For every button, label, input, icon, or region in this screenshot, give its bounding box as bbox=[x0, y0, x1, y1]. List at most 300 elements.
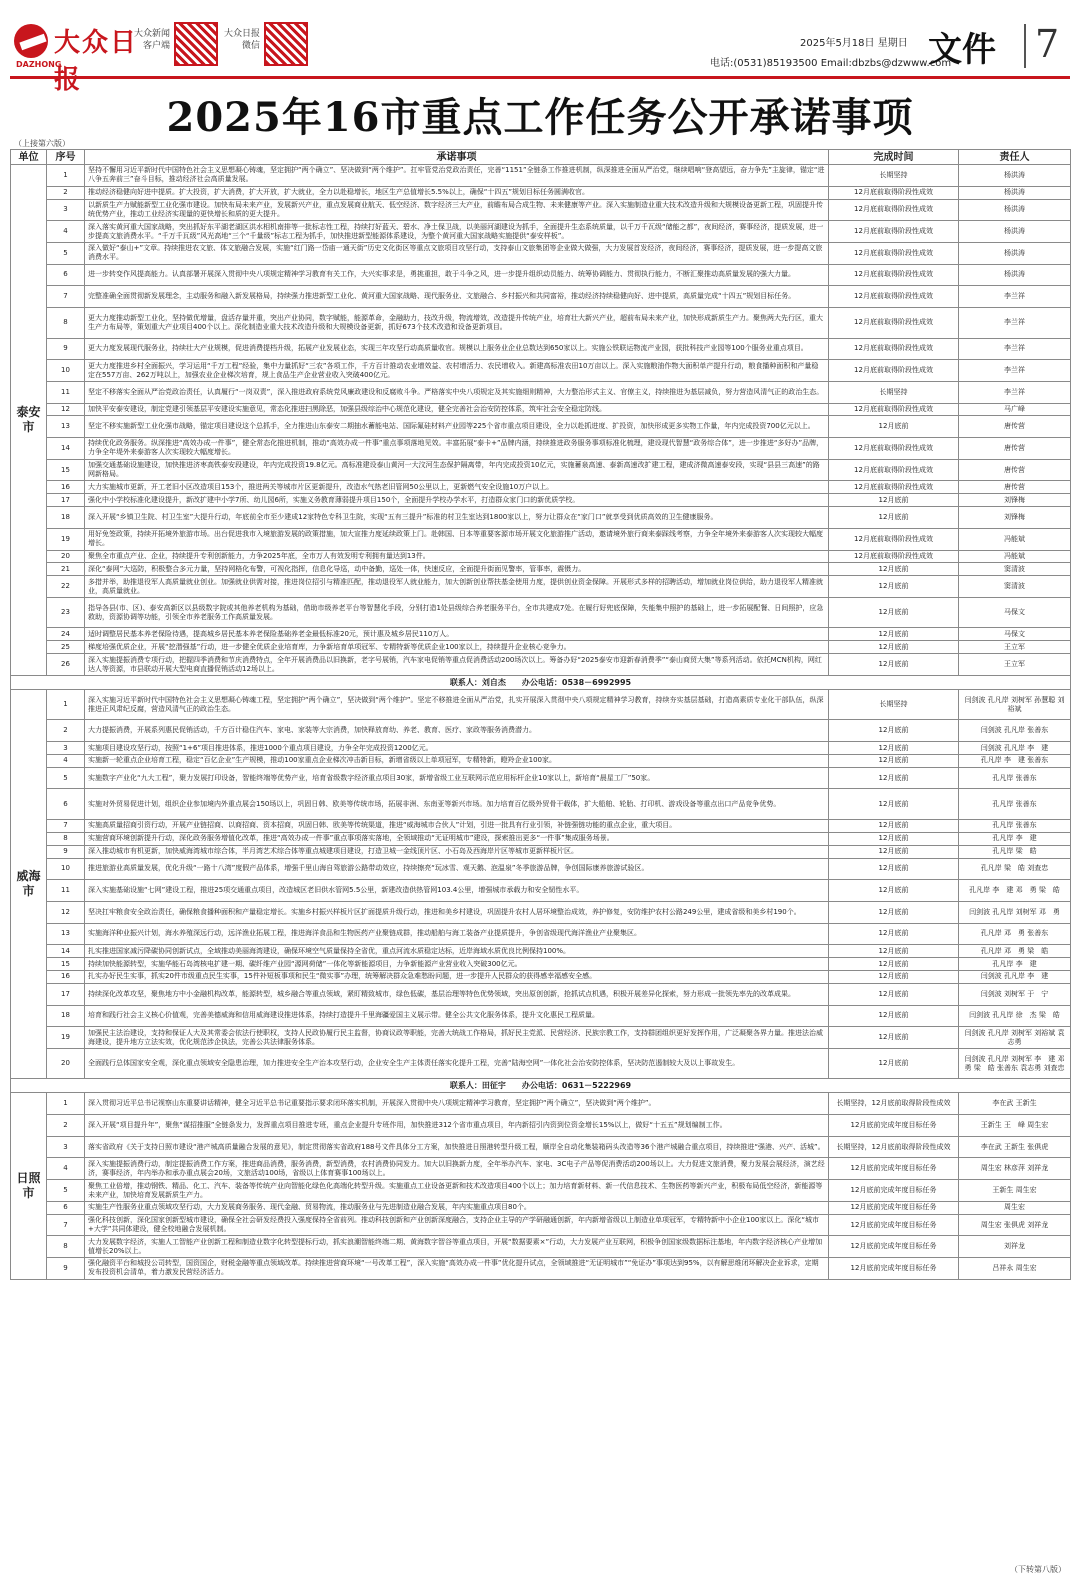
no-cell: 3 bbox=[47, 199, 85, 221]
table-row bbox=[11, 1180, 1071, 1202]
newspaper-logo[interactable] bbox=[14, 20, 144, 95]
contact-line: 电话:(0531)85193500 Email:dbzbs@dzwww.com bbox=[710, 58, 952, 69]
item-cell: 实施海洋种业振兴计划，海水养殖深远行动，远洋渔业拓展工程，推进海洋食品和生物医药产业聚链成群，推动船舶与海工装备产业提质提升，争创省级现代海洋渔业产业聚集区。 bbox=[85, 923, 829, 945]
no-cell: 1 bbox=[47, 689, 85, 720]
item-cell: 实施新一轮重点企业培育工程，稳定“百亿企业”生产规模，推动100家重点企业梯次冲击新目标，新增省级以上单项冠军，专精特新，瞪羚企业100家。 bbox=[85, 754, 829, 767]
no-cell: 17 bbox=[47, 494, 85, 507]
who-cell: 孔凡岸 李 建 bbox=[959, 832, 1071, 845]
when-cell: 12月底前取得阶段性成效 bbox=[829, 307, 959, 338]
dateline bbox=[800, 34, 908, 49]
header-item: 承诺事项 bbox=[85, 150, 829, 165]
when-cell: 12月底前 bbox=[829, 1005, 959, 1027]
when-cell: 12月底前 bbox=[829, 945, 959, 958]
who-cell: 闫剑波 孔凡岸 徐 杰 梁 皓 bbox=[959, 1005, 1071, 1027]
table-row bbox=[11, 923, 1071, 945]
who-cell: 闫剑波 孔凡岸 张善东 bbox=[959, 720, 1071, 742]
who-cell: 王立军 bbox=[959, 641, 1071, 654]
table-row bbox=[11, 1236, 1071, 1258]
who-cell: 李兰祥 bbox=[959, 286, 1071, 308]
contact-row bbox=[11, 1079, 1071, 1093]
no-cell: 2 bbox=[47, 186, 85, 199]
item-cell: 深入实施基础设施“七网”建设工程，推进25项交通重点项目，改造城区老旧供水管网5.5公里，新建改造供热管网103.4公里，增强城市承载力和安全韧性水平。 bbox=[85, 880, 829, 902]
when-cell: 12月底前取得阶段性成效 bbox=[829, 528, 959, 550]
who-cell: 窦清波 bbox=[959, 563, 1071, 576]
who-cell: 唐传营 bbox=[959, 481, 1071, 494]
when-cell: 12月底前取得阶段性成效 bbox=[829, 481, 959, 494]
item-cell: 推动经济稳健向好进中提质。扩大投资，扩大消费，扩大开放，扩大就业，全力以赴稳增长，地区生产总值增长5.5%以上，确保“十四五”规划目标任务圆满收官。 bbox=[85, 186, 829, 199]
when-cell: 长期坚持 bbox=[829, 165, 959, 187]
table-row bbox=[11, 720, 1071, 742]
who-cell: 李兰祥 bbox=[959, 381, 1071, 403]
no-cell: 6 bbox=[47, 1201, 85, 1214]
item-cell: 加快平安泰安建设，制定党建引领基层平安建设实施意见，常态化推进扫黑除恶，加强县级综治中心规范化建设，健全完善社会治安防控体系，筑牢社会安全稳定防线。 bbox=[85, 403, 829, 416]
no-cell: 9 bbox=[47, 1258, 85, 1280]
no-cell: 15 bbox=[47, 459, 85, 481]
who-cell: 周生宏 林彦萍 刘祥龙 bbox=[959, 1158, 1071, 1180]
no-cell: 5 bbox=[47, 242, 85, 264]
qr2-label: 大众日报微信 bbox=[223, 29, 260, 51]
divider bbox=[1024, 24, 1026, 68]
no-cell: 8 bbox=[47, 832, 85, 845]
no-cell: 11 bbox=[47, 880, 85, 902]
table-row bbox=[11, 186, 1071, 199]
table-row bbox=[11, 742, 1071, 755]
no-cell: 12 bbox=[47, 403, 85, 416]
issue-date: 2025年5月18日 bbox=[800, 38, 875, 49]
table-row bbox=[11, 528, 1071, 550]
section-name: 文件 bbox=[928, 30, 996, 70]
item-cell: 强化科技创新，深化国家创新型城市建设，确保全社会研发经费投入强度保持全省前列。推动科技创新和产业创新深度融合，支持企业主导的产学研融通创新，年内新增省级以上制造业单项冠军，专精特新中小企业100家以上。深化“城市+大学”共同体建设，健全校地融合发展机制。 bbox=[85, 1214, 829, 1236]
who-cell: 王新生 周生宏 bbox=[959, 1180, 1071, 1202]
item-cell: 实施生产性服务业重点领域攻坚行动，大力发展商务服务、现代金融、贸易物流，推动服务业与先进制造业融合发展，年内实施重点项目80个。 bbox=[85, 1201, 829, 1214]
item-cell: 加强交通基础设施建设，加快推进济枣高铁泰安段建设，年内完成投资19.8亿元。高标准建设泰山黄河一大汶河生态保护隔离带，年内完成投资10亿元，实施蓄泉高速、泰新高速改扩建工程，建成济微高速泰安段，实现“县县三高速”的路网新格局。 bbox=[85, 459, 829, 481]
item-cell: 持续优化政务服务。纵深推进“高效办成一件事”，健全常态化推进机制，推动“高效办成一件事”重点事项落地见效。丰富拓展“泰卡+”品牌内涵，持续推进政务服务事项标准化梳理，建设现代智慧“政务综合体”，进一步推进“多好办”品牌，力争全年堤外来泰游客人次实现较大幅度增长。 bbox=[85, 438, 829, 460]
table-row bbox=[11, 286, 1071, 308]
no-cell: 19 bbox=[47, 528, 85, 550]
no-cell: 22 bbox=[47, 576, 85, 598]
table-row bbox=[11, 403, 1071, 416]
item-cell: 实施数字产业化“九大工程”，聚力发展打印设备，智能终端等优势产业，培育省级数字经济重点项目30家，新增省级工业互联网示范应用标杆企业10家以上，新培育“晨星工厂”50家。 bbox=[85, 767, 829, 789]
who-cell: 冯能斌 bbox=[959, 528, 1071, 550]
item-cell: 扎实办好民生实事，抓实20件市级重点民生实事，15件补短板事项和民生“微实事”办理，统筹解决群众急难愁盼问题，进一步提升人民群众的获得感幸福感安全感。 bbox=[85, 970, 829, 983]
item-cell: 深入推动城市有机更新，加快威海湾城市综合体，半月湾艺术综合体等重点城建项目建设，打造卫城一金线顶片区、小石岛及西海岸片区等城市更新样板片区。 bbox=[85, 845, 829, 858]
table-row bbox=[11, 1093, 1071, 1115]
no-cell: 21 bbox=[47, 563, 85, 576]
when-cell: 12月底前取得阶段性成效 bbox=[829, 199, 959, 221]
no-cell: 2 bbox=[47, 1115, 85, 1137]
table-row bbox=[11, 576, 1071, 598]
item-cell: 深入实施提振消费行动，制定提振消费工作方案，推进商品消费，服务消费，新型消费，农村消费协同发力。加大以旧换新力度，全年举办汽车、家电、3C电子产品等促消费活动200场以上。大力促进文旅消费，聚力发展会展经济，演艺经济，赛事经济，年内举办和承办重点展会20场，文旅活动100场，省级以上体育赛事100场以上。 bbox=[85, 1158, 829, 1180]
unit-cell: 日照市 bbox=[11, 1093, 47, 1279]
table-row bbox=[11, 1005, 1071, 1027]
when-cell: 12月底前取得阶段性成效 bbox=[829, 459, 959, 481]
who-cell: 闫剑波 孔凡岸 刘树军 孙慧聪 刘裕斌 bbox=[959, 689, 1071, 720]
no-cell: 6 bbox=[47, 789, 85, 820]
item-cell: 实施对外贸易促进计划，组织企业参加境内外重点展会150场以上，巩固日韩、欧美等传统市场，拓展非洲、东南亚等新兴市场。加力培育百亿级外贸骨干载体，扩大船舶、轮胎、打印机、游戏设备等重点出口产品竞争优势。 bbox=[85, 789, 829, 820]
item-cell: 持续深化改革攻坚，聚焦地方中小金融机构改革，能源转型，城乡融合等重点领域，紧盯精致城市，绿色低碳，基层治理等特色优势领域，突出原创创新，抢抓试点机遇，积极开展差异化探索，努力形成一批领先率先的改革成果。 bbox=[85, 983, 829, 1005]
no-cell: 14 bbox=[47, 945, 85, 958]
when-cell: 12月底前取得阶段性成效 bbox=[829, 403, 959, 416]
item-cell: 进一步转变作风提高能力。认真部署开展深入贯彻中央八项规定精神学习教育有关工作，大兴实事求是，勇挑重担，敢于斗争之风，进一步提升组织动员能力、统筹协调能力、贯彻执行能力，不断汇聚推动高质量发展的强大力量。 bbox=[85, 264, 829, 286]
item-cell: 深化“泰网”大巡防，积极整合多元力量，坚持网格化布警，可视化指挥，信息化导巡，动中备勤，巡处一体，快速反应，全面提升街面见警率，管事率，震慑力。 bbox=[85, 563, 829, 576]
item-cell: 深入落实黄河重大国家战略，突出抓好东平湖老湖区洪水相机南排等一批标志性工程，持续打好蓝天、碧水、净土保卫战，以美丽河湖建设为抓手，全面提升生态系统质量，以千万千瓦级“储能之都”，夜间经济，赛事经济，提质发展，进一步提高文旅消费水平。“千万千瓦级”风光高地“三个“千量级”标志工程为抓手，加快推进新型能源体系建设，为整个黄河重大国家战略实施提供“泰安样板”。 bbox=[85, 221, 829, 243]
table-row bbox=[11, 459, 1071, 481]
masthead bbox=[10, 14, 1070, 95]
item-cell: 实施营商环境创新提升行动，深化政务服务增值化改革，推进“高效办成一件事”重点事项落实落地，全领域推动“无证明城市”建设，探索推出更多“一件事”集成服务场景。 bbox=[85, 832, 829, 845]
table-row bbox=[11, 970, 1071, 983]
when-cell: 长期坚持，12月底前取得阶段性成效 bbox=[829, 1093, 959, 1115]
table-row bbox=[11, 1158, 1071, 1180]
item-cell: 更大力度推进乡村全面振兴，学习运用“千万工程”经验，集中力量抓好“三农”各项工作，千方百计推动农业增效益、农村增活力、农民增收入。新建高标准农田10万亩以上。深入实施粮油作物大面积单产提升行动，粮食播种面积和产量稳定在557万亩、262万吨以上，加强农业企业梯次培育，规上食品生产企业营业收入突破400亿元。 bbox=[85, 360, 829, 382]
item-cell: 大力发展数字经济，实施人工智能产业创新工程和制造业数字化转型提标行动，抓实浪潮智能终端二期、黄海数字智谷等重点项目，开展“数据要素×”行动，大力发展产业互联网，积极争创国家级数据标注基地，年内数字经济核心产业增加值增长20%以上。 bbox=[85, 1236, 829, 1258]
who-cell: 周生宏 bbox=[959, 1201, 1071, 1214]
item-cell: 多措并举，助推退役军人高质量就业创业。加强就业供需对接，推进岗位招引与精准匹配，推动退役军人就业能力，加大创新创业帮扶基金使用力度，提供创业资金保障。开展形式多样的招聘活动，增加就业岗位供给，助力退役军人精准就业，高质量就业。 bbox=[85, 576, 829, 598]
table-row bbox=[11, 880, 1071, 902]
who-cell: 孔凡岸 邓 勇 梁 皓 bbox=[959, 945, 1071, 958]
item-cell: 更大力度发展现代服务业，持续壮大产业规模，促进消费提档升级，拓展产业发展业态，实现三年攻坚行动高质量收官。规模以上服务业企业总数达到650家以上。实施公铁联运物流产业园，获批科技产业园等100个服务业重点项目。 bbox=[85, 338, 829, 360]
who-cell: 闫剑波 孔凡岸 李 建 bbox=[959, 742, 1071, 755]
item-cell: 培育和践行社会主义核心价值观，完善美德威海和信用威海建设推进体系，持续打造提升千里海疆爱国主义展示带。健全公共文化服务体系，提升文化惠民工程质量。 bbox=[85, 1005, 829, 1027]
who-cell: 唐传营 bbox=[959, 416, 1071, 438]
who-cell: 刘祥龙 bbox=[959, 1236, 1071, 1258]
who-cell: 马保文 bbox=[959, 628, 1071, 641]
who-cell: 李在武 王新生 bbox=[959, 1093, 1071, 1115]
no-cell: 12 bbox=[47, 901, 85, 923]
table-row bbox=[11, 1027, 1071, 1049]
no-cell: 24 bbox=[47, 628, 85, 641]
no-cell: 9 bbox=[47, 338, 85, 360]
table-row bbox=[11, 1214, 1071, 1236]
table-row bbox=[11, 550, 1071, 563]
page-number: 7 bbox=[1035, 22, 1060, 66]
no-cell: 10 bbox=[47, 858, 85, 880]
who-cell: 孔凡岸 李 建 bbox=[959, 958, 1071, 971]
no-cell: 13 bbox=[47, 923, 85, 945]
when-cell: 12月底前 bbox=[829, 742, 959, 755]
who-cell: 吕祥永 周生宏 bbox=[959, 1258, 1071, 1280]
no-cell: 1 bbox=[47, 165, 85, 187]
who-cell: 窦清波 bbox=[959, 576, 1071, 598]
no-cell: 4 bbox=[47, 221, 85, 243]
when-cell: 12月底前 bbox=[829, 901, 959, 923]
who-cell: 孔凡岸 张善东 bbox=[959, 767, 1071, 789]
item-cell: 持续加快能源转型，实施华能石岛湾核电扩建一期、碳纤维产业园“源网荷储”一体化等新能源项目，力争新能源产业营业收入突破300亿元。 bbox=[85, 958, 829, 971]
item-cell: 聚焦全市重点产业、企业，持续提升专利创新能力，力争2025年底，全市万人有效发明专利拥有量达到13件。 bbox=[85, 550, 829, 563]
table-row bbox=[11, 1048, 1071, 1079]
who-cell: 杨洪涛 bbox=[959, 186, 1071, 199]
when-cell: 12月底前取得阶段性成效 bbox=[829, 242, 959, 264]
paper-name: 大众日报 bbox=[54, 28, 139, 95]
who-cell: 闫剑波 孔凡岸 刘树军 李 建 邓 勇 梁 皓 张善东 袁志勇 刘查忠 bbox=[959, 1048, 1071, 1079]
when-cell: 12月底前 bbox=[829, 983, 959, 1005]
when-cell: 12月底前 bbox=[829, 494, 959, 507]
who-cell: 孔凡岸 邓 勇 张善东 bbox=[959, 923, 1071, 945]
header-when: 完成时间 bbox=[829, 150, 959, 165]
table-row bbox=[11, 641, 1071, 654]
when-cell: 12月底前 bbox=[829, 563, 959, 576]
who-cell: 闫剑波 孔凡岸 李 建 bbox=[959, 970, 1071, 983]
when-cell: 12月底前 bbox=[829, 767, 959, 789]
table-row bbox=[11, 360, 1071, 382]
who-cell: 杨洪涛 bbox=[959, 264, 1071, 286]
when-cell: 12月底前 bbox=[829, 789, 959, 820]
item-cell: 聚焦工业倍增，推动钢铁、精品、化工、汽车、装备等传统产业向智能化绿色化高端化转型升级。实施重点工业设备更新和技术改造项目400个以上；加力培育新材料、新一代信息技术、生物医药等新兴产业，积极布局低空经济，新能源等未来产业，加快培育发展新质生产力。 bbox=[85, 1180, 829, 1202]
when-cell: 12月底前 bbox=[829, 1048, 959, 1079]
table-row bbox=[11, 563, 1071, 576]
table-body bbox=[11, 165, 1071, 1280]
table-row bbox=[11, 381, 1071, 403]
no-cell: 11 bbox=[47, 381, 85, 403]
table-row bbox=[11, 820, 1071, 833]
no-cell: 20 bbox=[47, 1048, 85, 1079]
who-cell: 王立军 bbox=[959, 654, 1071, 676]
item-cell: 用好免签政策，持续开拓境外旅游市场。出台促进我市入境旅游发展的政策措施，加大宣推力度延续政策上门。赴韩国、日本等重要客源市场开展文化旅游推广活动，邀请境外旅行商来泰踩线考察，力争全年境外来泰游客人次实现较大幅度增长。 bbox=[85, 528, 829, 550]
table-row bbox=[11, 958, 1071, 971]
table-row bbox=[11, 165, 1071, 187]
when-cell: 12月底前取得阶段性成效 bbox=[829, 438, 959, 460]
who-cell: 闫剑波 孔凡岸 刘树军 邓 勇 bbox=[959, 901, 1071, 923]
table-row bbox=[11, 338, 1071, 360]
table-row bbox=[11, 307, 1071, 338]
who-cell: 周生宏 张俱虎 刘祥龙 bbox=[959, 1214, 1071, 1236]
no-cell: 8 bbox=[47, 1236, 85, 1258]
table-row bbox=[11, 1258, 1071, 1280]
logo-mark-icon bbox=[14, 24, 48, 58]
qr-code-icon[interactable] bbox=[264, 22, 308, 66]
item-cell: 扎实推进国家减污降碳协同创新试点，全域推动美丽海湾建设，确保环境空气质量保持全省优，重点河流水质稳定达标，近岸海域水质优良比例保持100%。 bbox=[85, 945, 829, 958]
table-row bbox=[11, 858, 1071, 880]
when-cell: 12月底前 bbox=[829, 416, 959, 438]
no-cell: 9 bbox=[47, 845, 85, 858]
who-cell: 孔凡岸 李 建 张善东 bbox=[959, 754, 1071, 767]
item-cell: 加强民主法治建设，支持和保证人大及其常委会依法行使职权，支持人民政协履行民主监督，协商议政等职能，完善大统战工作格局，抓好民主党派、民营经济、民族宗教工作，支持群团组织更好发挥作用，广泛凝聚各界力量。推进法治威海建设，提升地方立法实效，优化规范涉企执法，完善公共法律服务体系。 bbox=[85, 1027, 829, 1049]
item-cell: 完整准确全面贯彻新发展理念，主动服务和融入新发展格局，持续强力推进新型工业化、黄河重大国家战略、现代服务业、文旅融合、乡村振兴和共同富裕，推动经济持续稳健向好、进中提质，高质量完成“十四五”规划目标任务。 bbox=[85, 286, 829, 308]
who-cell: 唐传营 bbox=[959, 438, 1071, 460]
no-cell: 20 bbox=[47, 550, 85, 563]
when-cell: 12月底前 bbox=[829, 832, 959, 845]
who-cell: 闫剑波 孔凡岸 刘树军 刘裕斌 袁志勇 bbox=[959, 1027, 1071, 1049]
item-cell: 深入开展“乡镇卫生院、村卫生室”大提升行动，年底前全市至少建成12家特色专科卫生院，实现“五有三提升”标准的村卫生室达到1800家以上，努力让群众在“家门口”就享受到优质高效的卫生健康服务。 bbox=[85, 507, 829, 529]
table-row bbox=[11, 628, 1071, 641]
who-cell: 马广峰 bbox=[959, 403, 1071, 416]
contact-row bbox=[11, 675, 1071, 689]
table-row bbox=[11, 689, 1071, 720]
who-cell: 杨洪涛 bbox=[959, 242, 1071, 264]
when-cell: 12月底前 bbox=[829, 958, 959, 971]
item-cell: 推进旅游业高质量发展，优化升级“一路十八湾”度假产品体系，增强千里山海自驾旅游公路带动效应，持续擦亮“玩冰雪、观天鹅、泡温泉”冬季旅游品牌，争创国际康养旅游试验区。 bbox=[85, 858, 829, 880]
table-row bbox=[11, 945, 1071, 958]
when-cell: 12月底前完成年度目标任务 bbox=[829, 1214, 959, 1236]
item-cell: 强化融资平台和城投公司转型，国资国企，财税金融等重点领域改革。持续推进营商环境“一号改革工程”，深入实施“高效办成一件事”优化提升试点，全领域推进“无证明城市”“免证办”事项达到95%，以有解思维闭环解决企业诉求，定期发布投资机会清单，着力激发民营经济活力。 bbox=[85, 1258, 829, 1280]
who-cell: 刘锋梅 bbox=[959, 494, 1071, 507]
table-row bbox=[11, 494, 1071, 507]
no-cell: 5 bbox=[47, 767, 85, 789]
table-row bbox=[11, 242, 1071, 264]
when-cell: 12月底前 bbox=[829, 654, 959, 676]
no-cell: 18 bbox=[47, 507, 85, 529]
when-cell: 长期坚持，12月底前取得阶段性成效 bbox=[829, 1136, 959, 1158]
when-cell: 12月底前 bbox=[829, 858, 959, 880]
when-cell: 12月底前 bbox=[829, 845, 959, 858]
table-row bbox=[11, 832, 1071, 845]
no-cell: 16 bbox=[47, 970, 85, 983]
item-cell: 深入实施习近平新时代中国特色社会主义思想凝心铸魂工程，坚定拥护“两个确立”，坚决做到“两个维护”。坚定不移推进全面从严治党，扎实开展深入贯彻中央八项规定精神学习教育，持续夯实基层基础，打造高素质专业化干部队伍，纵深推进正风肃纪反腐，营造风清气正的政治生态。 bbox=[85, 689, 829, 720]
no-cell: 7 bbox=[47, 1214, 85, 1236]
no-cell: 25 bbox=[47, 641, 85, 654]
no-cell: 23 bbox=[47, 597, 85, 628]
when-cell: 12月底前 bbox=[829, 970, 959, 983]
when-cell: 12月底前完成年度目标任务 bbox=[829, 1115, 959, 1137]
who-cell: 李兰祥 bbox=[959, 307, 1071, 338]
who-cell: 闫剑波 刘树军 于 宁 bbox=[959, 983, 1071, 1005]
who-cell: 孔凡岸 张善东 bbox=[959, 789, 1071, 820]
when-cell: 长期坚持 bbox=[829, 381, 959, 403]
no-cell: 17 bbox=[47, 983, 85, 1005]
who-cell: 孔凡岸 梁 皓 bbox=[959, 845, 1071, 858]
item-cell: 深入开展“项目提升年”，聚焦“谋招推服”全链条发力，发挥重点项目推进专班，重点企业提升专班作用，加快推进312个省市重点项目，年内新招引内资到位资金增长15%以上，做好“十五五”规划编制工作。 bbox=[85, 1115, 829, 1137]
item-cell: 指导各县(市、区)、泰安高新区以县级数字院或其他养老机构为基础，借助市级养老平台等智慧化手段，分别打造1处县级综合养老服务平台，全市共建成7处。在履行好兜底保障，失能集中照护的基础上，进一步拓展配餐、日间照护，应急救助，资源协调等功能，引领全市养老服务工作高质量发展。 bbox=[85, 597, 829, 628]
item-cell: 坚定不移落实全面从严治党政治责任，认真履行“一岗双责”，深入推进政府系统党风廉政建设和反腐败斗争。严格落实中央八项规定及其实施细则精神，大力整治形式主义、官僚主义，持续推进为基层减负，努力营造风清气正的政治生态。 bbox=[85, 381, 829, 403]
who-cell: 李兰祥 bbox=[959, 338, 1071, 360]
paper-name-en: DAZHONG bbox=[16, 60, 62, 69]
item-cell: 深入贯彻习近平总书记视察山东重要讲话精神，健全习近平总书记重要指示要求闭环落实机制，开展深入贯彻中央八项规定精神学习教育，坚定拥护“两个确立”，坚决做到“两个维护”。 bbox=[85, 1093, 829, 1115]
who-cell: 唐传营 bbox=[959, 459, 1071, 481]
unit-cell: 威海市 bbox=[11, 689, 47, 1079]
qr-code-icon[interactable] bbox=[174, 22, 218, 66]
no-cell: 4 bbox=[47, 1158, 85, 1180]
table-row bbox=[11, 789, 1071, 820]
no-cell: 13 bbox=[47, 416, 85, 438]
item-cell: 深入实施提振消费专项行动，把握四季消费和节庆消费特点，全年开展消费品以旧换新，老字号展销，汽车家电促销等重点促消费活动200场次以上。筹备办好“2025泰安市迎新春消费季”“泰山商贸大集”等系列活动。依托MCN机构，网红达人等资源，市县联动开展大型电商直播促销活动12场以上。 bbox=[85, 654, 829, 676]
item-cell: 坚定不移实施新型工业化强市战略，锚定项目建设这个总抓手，全力推进山东泰安二期抽水蓄能电站、国际氟硅材料产业园等225个省市重点项目建设，全力以赴抓进度、扩投资，加快形成更多实物工作量，年内完成投资700亿元以上。 bbox=[85, 416, 829, 438]
item-cell: 坚持不懈用习近平新时代中国特色社会主义思想凝心铸魂，坚定拥护“两个确立”、坚决做到“两个维护”。扛牢管党治党政治责任，完善“1151”全链条工作推进机制，纵深推进全面从严治党，继续唱响“登高望远，奋力争先”主旋律，锚定“进八争五奔前三”奋斗目标，推动经济社会高质量发展。 bbox=[85, 165, 829, 187]
no-cell: 7 bbox=[47, 820, 85, 833]
when-cell: 12月底前取得阶段性成效 bbox=[829, 338, 959, 360]
item-cell: 实施项目建设攻坚行动，按照“1+6”项目推进体系，推进1000个重点项目建设，力争全年完成投资1200亿元。 bbox=[85, 742, 829, 755]
table-row bbox=[11, 901, 1071, 923]
when-cell: 12月底前完成年度目标任务 bbox=[829, 1236, 959, 1258]
header-no: 序号 bbox=[47, 150, 85, 165]
table-row bbox=[11, 767, 1071, 789]
who-cell: 李在武 王新生 张俱虎 bbox=[959, 1136, 1071, 1158]
table-row bbox=[11, 1201, 1071, 1214]
when-cell: 12月底前 bbox=[829, 880, 959, 902]
no-cell: 10 bbox=[47, 360, 85, 382]
when-cell: 12月底前 bbox=[829, 641, 959, 654]
no-cell: 8 bbox=[47, 307, 85, 338]
when-cell: 12月底前取得阶段性成效 bbox=[829, 360, 959, 382]
who-cell: 李兰祥 bbox=[959, 360, 1071, 382]
no-cell: 4 bbox=[47, 754, 85, 767]
table-row bbox=[11, 264, 1071, 286]
when-cell: 12月底前 bbox=[829, 923, 959, 945]
table-row bbox=[11, 416, 1071, 438]
table-row bbox=[11, 754, 1071, 767]
when-cell: 长期坚持 bbox=[829, 689, 959, 720]
continued-to-note: （下转第八版） bbox=[1010, 1565, 1066, 1574]
header-unit: 单位 bbox=[11, 150, 47, 165]
no-cell: 26 bbox=[47, 654, 85, 676]
header-who: 责任人 bbox=[959, 150, 1071, 165]
who-cell: 冯能斌 bbox=[959, 550, 1071, 563]
when-cell: 12月底前取得阶段性成效 bbox=[829, 550, 959, 563]
item-cell: 更大力度推动新型工业化，坚持做优增量，盘活存量并重，突出产业协同，数字赋能，能源革命，金融助力，技改升级，物流增效，改造提升传统产业，培育壮大新兴产业，超前布局未来产业，加快形成新质生产力。聚焦两大先行区，重大生产力布局等，策划重大产业项目400个以上。深化制造业重大技术改造升级和大规模设备更新，抓好673个技术改造和设备更新项目。 bbox=[85, 307, 829, 338]
issue-weekday: 星期日 bbox=[877, 38, 908, 49]
table-row bbox=[11, 983, 1071, 1005]
item-cell: 强化中小学校标准化建设提升，新改扩建中小学7所、幼儿园6所，实施义务教育薄弱提升项目150个，全面提升学校办学水平，打造群众家门口的新优质学校。 bbox=[85, 494, 829, 507]
item-cell: 适时调整居民基本养老保险待遇，提高城乡居民基本养老保险基础养老金最低标准20元，预计惠及城乡居民110万人。 bbox=[85, 628, 829, 641]
table-row bbox=[11, 1136, 1071, 1158]
unit-cell: 泰安市 bbox=[11, 165, 47, 676]
item-cell: 落实省政府《关于支持日照市建设“港产城高质量融合发展的意见》，制定贯彻落实省政府188号文件具体分工方案，加快推进日照港转型升级工程，顺岸全自动化集装箱码头改造等36个港产城融合重点项目，持续推进“强港、兴产、活城”。 bbox=[85, 1136, 829, 1158]
who-cell: 孔凡岸 梁 皓 刘查忠 bbox=[959, 858, 1071, 880]
continued-from-note: （上接第六版） bbox=[14, 139, 70, 148]
who-cell: 王新生 王 峰 周生宏 bbox=[959, 1115, 1071, 1137]
table-row bbox=[11, 481, 1071, 494]
no-cell: 16 bbox=[47, 481, 85, 494]
when-cell: 12月底前 bbox=[829, 1027, 959, 1049]
when-cell: 12月底前 bbox=[829, 754, 959, 767]
when-cell: 12月底前完成年度目标任务 bbox=[829, 1158, 959, 1180]
commitments-table bbox=[10, 149, 1071, 1280]
when-cell: 12月底前完成年度目标任务 bbox=[829, 1258, 959, 1280]
when-cell: 12月底前 bbox=[829, 628, 959, 641]
section-contact: 联系人：田征宇 办公电话：0631－5222969 bbox=[11, 1079, 1071, 1093]
who-cell: 孔凡岸 张善东 bbox=[959, 820, 1071, 833]
when-cell: 12月底前 bbox=[829, 597, 959, 628]
item-cell: 梯度培强优质企业，开展“挖潜强基”行动，进一步健全优质企业培育库，力争新培育单项冠军、专精特新等优质企业100家以上，持续提升企业核心竞争力。 bbox=[85, 641, 829, 654]
when-cell: 12月底前取得阶段性成效 bbox=[829, 286, 959, 308]
when-cell: 12月底前完成年度目标任务 bbox=[829, 1180, 959, 1202]
no-cell: 14 bbox=[47, 438, 85, 460]
table-row bbox=[11, 438, 1071, 460]
table-row bbox=[11, 507, 1071, 529]
table-row bbox=[11, 654, 1071, 676]
who-cell: 杨洪涛 bbox=[959, 165, 1071, 187]
item-cell: 深入做好“泰山+”文章。持续推进农文旅、体文旅融合发展，实施“红门路一岱庙一通天街”历史文化街区等重点文旅项目攻坚行动，支持泰山文旅集团等企业做大做强，大力发展首发经济，夜间经济，赛事经济，提质发展，进一步提高文旅消费水平。 bbox=[85, 242, 829, 264]
item-cell: 坚决扛牢粮食安全政治责任，确保粮食播种面积和产量稳定增长。实施乡村振兴样板片区扩面提质升级行动，推进和美乡村建设，巩固提升农村人居环境整治成效，养护修复，安防维护农村公路249公里，建成省级和美乡村190个。 bbox=[85, 901, 829, 923]
item-cell: 以新质生产力赋能新型工业化强市建设。加快布局未来产业，发展新兴产业，重点发展商业航天、低空经济、数字经济三大产业，前瞻布局合成生物、未来健康等产业。深入实施制造业重大技术改造升级和大规模设备更新工程，巩固提升传统优势产业，推动工业经济实现量的更快增长和质的更大提升。 bbox=[85, 199, 829, 221]
no-cell: 3 bbox=[47, 742, 85, 755]
when-cell: 12月底前取得阶段性成效 bbox=[829, 221, 959, 243]
who-cell: 马保文 bbox=[959, 597, 1071, 628]
table-header-row bbox=[11, 150, 1071, 165]
item-cell: 大力提振消费，开展系列惠民促销活动，千方百计稳住汽车、家电、家装等大宗消费，加快释放育幼、养老、教育、医疗、家政等服务消费潜力。 bbox=[85, 720, 829, 742]
no-cell: 18 bbox=[47, 1005, 85, 1027]
no-cell: 2 bbox=[47, 720, 85, 742]
item-cell: 全面践行总体国家安全观，深化重点领域安全隐患治理，加力推进安全生产治本攻坚行动，企业安全生产主体责任落实化提升工程，完善“陆海空网”一体化社会治安防控体系，坚决防范遏制较大及以上事故发生。 bbox=[85, 1048, 829, 1079]
who-cell: 杨洪涛 bbox=[959, 221, 1071, 243]
when-cell: 12月底前取得阶段性成效 bbox=[829, 264, 959, 286]
no-cell: 7 bbox=[47, 286, 85, 308]
who-cell: 孔凡岸 李 建 邓 勇 梁 皓 bbox=[959, 880, 1071, 902]
when-cell: 12月底前 bbox=[829, 576, 959, 598]
who-cell: 杨洪涛 bbox=[959, 199, 1071, 221]
no-cell: 19 bbox=[47, 1027, 85, 1049]
table-row bbox=[11, 1115, 1071, 1137]
when-cell: 12月底前取得阶段性成效 bbox=[829, 186, 959, 199]
no-cell: 5 bbox=[47, 1180, 85, 1202]
item-cell: 实施高质量招商引资行动，开展产业链招商、以商招商、资本招商，巩固日韩、欧美等传统渠道，推进“威海城市合伙人”计划，引进一批具有行业引领，补链强链功能的重点企业，重大项目。 bbox=[85, 820, 829, 833]
when-cell: 12月底前 bbox=[829, 820, 959, 833]
table-row bbox=[11, 845, 1071, 858]
table-row bbox=[11, 199, 1071, 221]
no-cell: 3 bbox=[47, 1136, 85, 1158]
when-cell: 12月底前 bbox=[829, 507, 959, 529]
when-cell: 12月底前完成年度目标任务 bbox=[829, 1201, 959, 1214]
when-cell: 12月底前 bbox=[829, 720, 959, 742]
no-cell: 6 bbox=[47, 264, 85, 286]
